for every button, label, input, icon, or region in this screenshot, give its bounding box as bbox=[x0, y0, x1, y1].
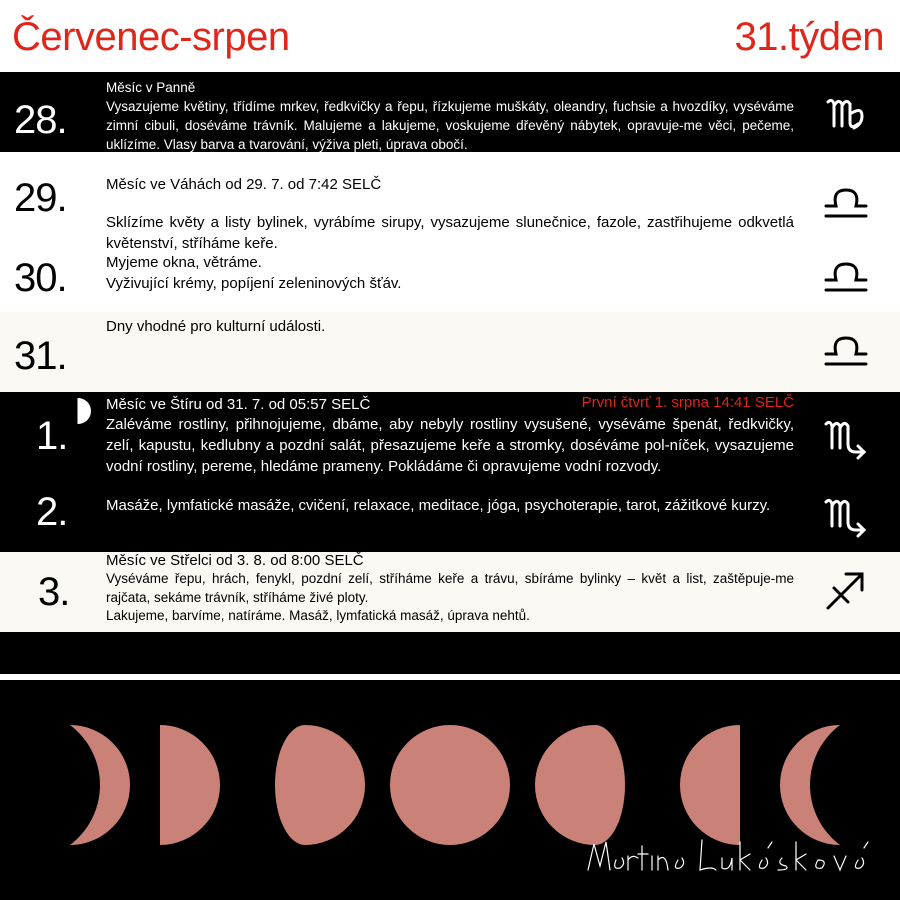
day-activities: Masáže, lymfatické masáže, cvičení, relaxace, meditace, jóga, psychoterapie, tarot, zážitkové kurzy. bbox=[106, 497, 771, 514]
libra-icon bbox=[822, 252, 870, 300]
day-activities: Zaléváme rostliny, přihnojujeme, dbáme, aby nebyly rostliny vysušené, vyséváme špenát, ředkvičky, zelí, kapustu, kedlubny a pozdní salát, přesazujeme keře a stromky, doséváme pol-níček, vysazujeme vodní rostliny, pereme, hledáme prameny. Pokládáme či opravujeme vodní rozvody. bbox=[106, 416, 794, 475]
day-31-band bbox=[0, 312, 900, 392]
full-moon-icon bbox=[388, 710, 513, 860]
page-title: Červenec-srpen bbox=[12, 15, 290, 59]
libra-icon bbox=[822, 178, 870, 226]
day-number: 2. bbox=[36, 490, 68, 534]
moon-sign-line: Měsíc ve Váhách od 29. 7. od 7:42 SELČ bbox=[106, 176, 382, 193]
day-number: 1. bbox=[36, 414, 68, 458]
week-label: 31.týden bbox=[734, 15, 884, 59]
scorpio-icon bbox=[822, 410, 870, 458]
day-activities: Lakujeme, barvíme, natíráme. Masáž, lymfatická masáž, úprava nehtů. bbox=[106, 608, 530, 623]
first-quarter-moon-icon bbox=[73, 398, 91, 424]
day-activities: Dny vhodné pro kulturní události. bbox=[106, 318, 326, 335]
day-number: 3. bbox=[38, 570, 70, 614]
day-number: 30. bbox=[14, 256, 67, 300]
moon-sign-line: Měsíc v Panně bbox=[106, 80, 196, 95]
scorpio-icon bbox=[822, 488, 870, 536]
day-number: 28. bbox=[14, 98, 67, 142]
waning-gibbous-moon-icon bbox=[245, 710, 370, 860]
virgo-icon bbox=[822, 88, 870, 136]
day-activities: Vyživující krémy, popíjení zeleninových šťáv. bbox=[106, 275, 402, 292]
day-28-band bbox=[0, 72, 900, 152]
moon-sign-line: Měsíc ve Střelci od 3. 8. od 8:00 SELČ bbox=[106, 552, 364, 569]
moon-phase-note: První čtvrť 1. srpna 14:41 SELČ bbox=[581, 394, 794, 411]
separator-strip bbox=[0, 632, 900, 674]
day-1-2-band bbox=[0, 392, 900, 552]
day-activities: Myjeme okna, větráme. bbox=[106, 254, 262, 271]
day-29-30-band bbox=[0, 152, 900, 312]
author-signature bbox=[582, 830, 882, 880]
day-3-band bbox=[0, 552, 900, 632]
day-activities: Vyséváme řepu, hrách, fenykl, pozdní zelí, stříháme keře a trávu, sbíráme bylinky – květ a list, zaštěpuje-me rajčata, sekáme trávník, stříháme živé ploty. bbox=[106, 571, 794, 605]
day-activities: Sklízíme květy a listy bylinek, vyrábíme sirupy, vysazujeme slunečnice, fazole, zastřihujeme odkvetlá květenství, stříháme keře. bbox=[106, 214, 794, 252]
moon-phases-strip bbox=[0, 680, 900, 900]
sagittarius-icon bbox=[822, 566, 870, 614]
day-number: 31. bbox=[14, 334, 67, 378]
day-activities: Vysazujeme květiny, třídíme mrkev, ředkvičky a řepu, řízkujeme muškáty, oleandry, fuchsie a hvozdíky, vyséváme zimní cibuli, doséváme trávník. Malujeme a lakujeme, voskujeme dřevěný nábytek, opravuje-me věci, pečeme, uklízíme. Vlasy barva a tvarování, výživa pleti, úprava obočí. bbox=[106, 99, 794, 152]
day-number: 29. bbox=[14, 176, 67, 220]
libra-icon bbox=[822, 326, 870, 374]
moon-sign-line: Měsíc ve Štíru od 31. 7. od 05:57 SELČ bbox=[106, 396, 371, 413]
